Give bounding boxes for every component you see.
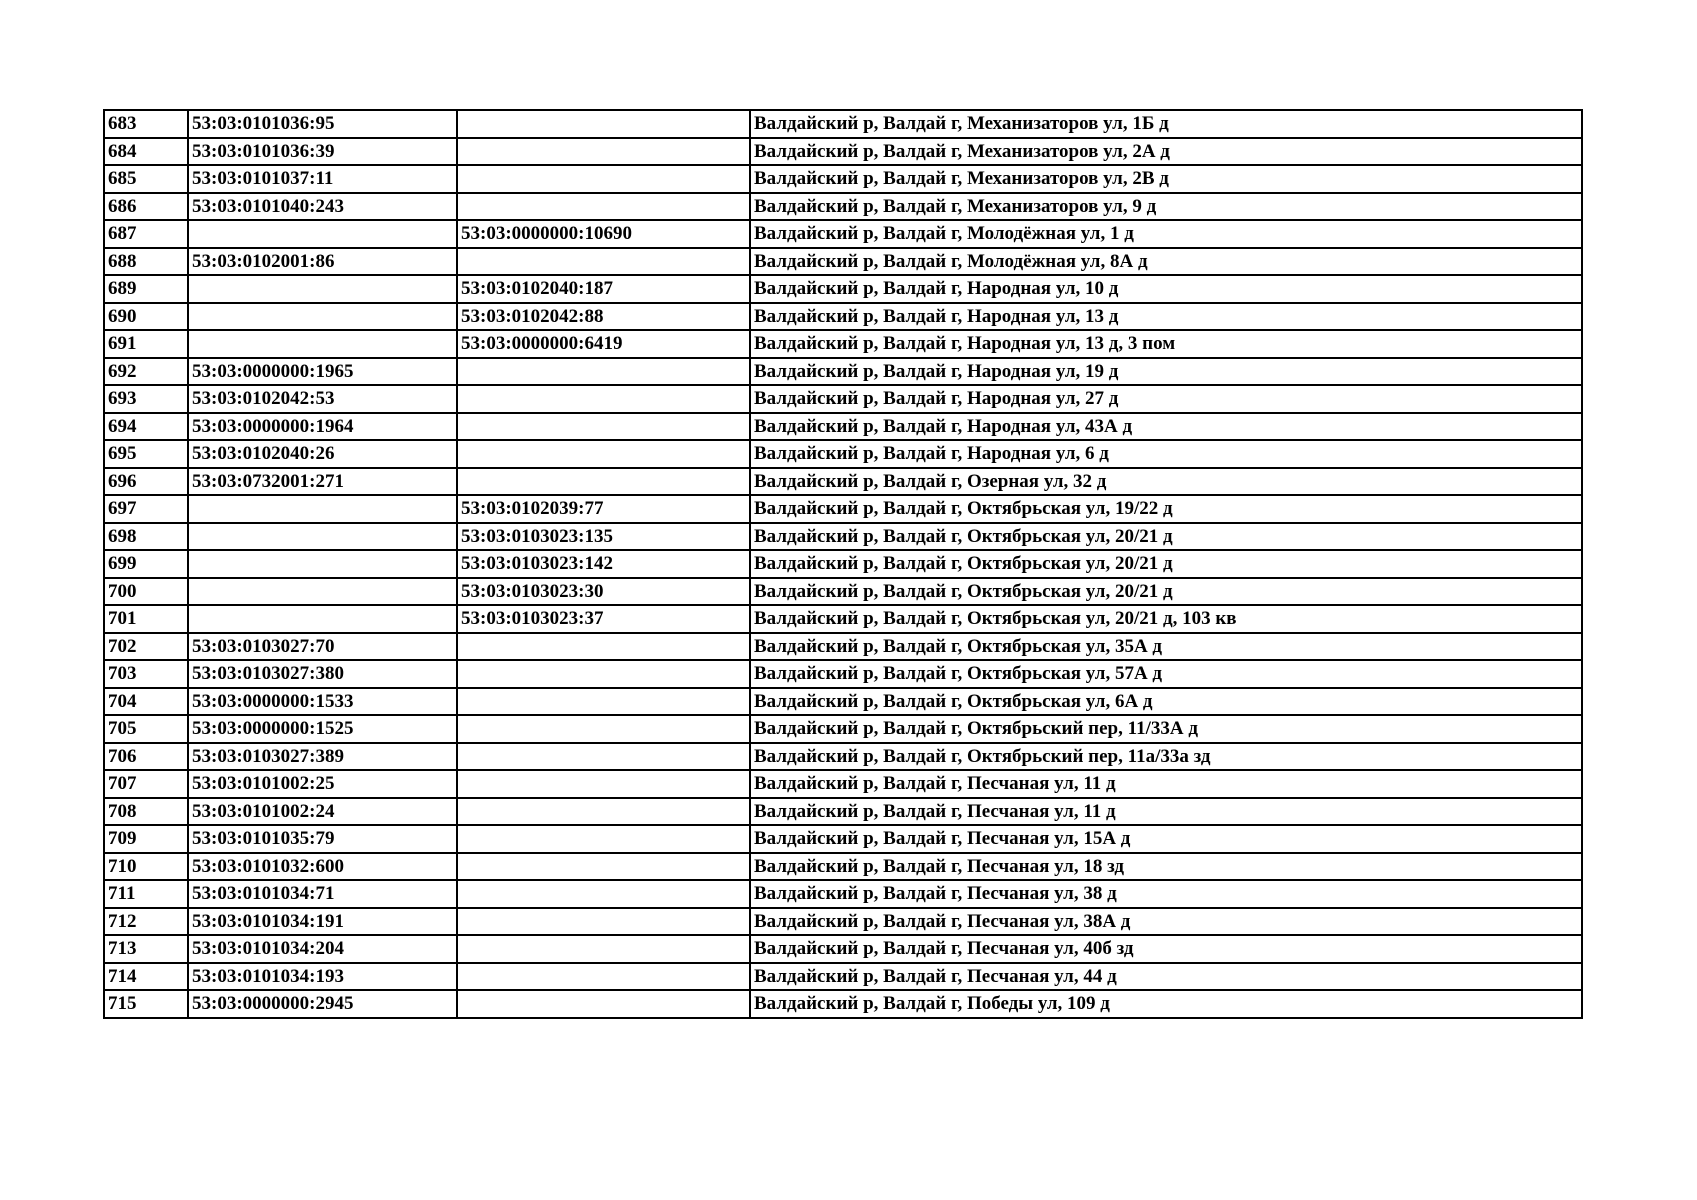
address-cell: Валдайский р, Валдай г, Октябрьский пер, 11/33А д <box>750 715 1582 743</box>
row-number-cell: 683 <box>104 110 188 138</box>
table-row <box>104 990 1582 1018</box>
table-row <box>104 110 1582 138</box>
cadastral-number-cell: 53:03:0103027:380 <box>188 660 457 688</box>
address-cell: Валдайский р, Валдай г, Озерная ул, 32 д <box>750 468 1582 496</box>
row-number-cell: 701 <box>104 605 188 633</box>
building-cadastral-number-cell: 53:03:0102042:88 <box>457 303 750 331</box>
building-cadastral-number-cell <box>457 138 750 166</box>
cadastral-number-cell: 53:03:0102040:26 <box>188 440 457 468</box>
table-row <box>104 743 1582 771</box>
row-number-cell: 690 <box>104 303 188 331</box>
cadastral-number-cell: 53:03:0000000:1964 <box>188 413 457 441</box>
table-row <box>104 770 1582 798</box>
address-cell: Валдайский р, Валдай г, Песчаная ул, 38А д <box>750 908 1582 936</box>
table-row <box>104 688 1582 716</box>
address-cell: Валдайский р, Валдай г, Молодёжная ул, 1 д <box>750 220 1582 248</box>
table-row <box>104 605 1582 633</box>
row-number-cell: 705 <box>104 715 188 743</box>
address-cell: Валдайский р, Валдай г, Народная ул, 13 д, 3 пом <box>750 330 1582 358</box>
address-cell: Валдайский р, Валдай г, Октябрьская ул, 20/21 д <box>750 550 1582 578</box>
table-row <box>104 440 1582 468</box>
cadastral-number-cell <box>188 550 457 578</box>
row-number-cell: 695 <box>104 440 188 468</box>
table-row <box>104 330 1582 358</box>
table-row <box>104 853 1582 881</box>
table-row <box>104 633 1582 661</box>
table-row <box>104 468 1582 496</box>
address-cell: Валдайский р, Валдай г, Песчаная ул, 18 зд <box>750 853 1582 881</box>
row-number-cell: 696 <box>104 468 188 496</box>
address-cell: Валдайский р, Валдай г, Октябрьская ул, 19/22 д <box>750 495 1582 523</box>
cadastral-number-cell: 53:03:0103027:389 <box>188 743 457 771</box>
address-cell: Валдайский р, Валдай г, Механизаторов ул, 9 д <box>750 193 1582 221</box>
building-cadastral-number-cell <box>457 633 750 661</box>
row-number-cell: 710 <box>104 853 188 881</box>
row-number-cell: 688 <box>104 248 188 276</box>
row-number-cell: 694 <box>104 413 188 441</box>
table-row <box>104 220 1582 248</box>
address-cell: Валдайский р, Валдай г, Механизаторов ул, 1Б д <box>750 110 1582 138</box>
building-cadastral-number-cell: 53:03:0103023:135 <box>457 523 750 551</box>
building-cadastral-number-cell: 53:03:0103023:30 <box>457 578 750 606</box>
table-row <box>104 715 1582 743</box>
address-cell: Валдайский р, Валдай г, Народная ул, 13 д <box>750 303 1582 331</box>
row-number-cell: 704 <box>104 688 188 716</box>
building-cadastral-number-cell <box>457 853 750 881</box>
building-cadastral-number-cell <box>457 358 750 386</box>
row-number-cell: 715 <box>104 990 188 1018</box>
row-number-cell: 689 <box>104 275 188 303</box>
cadastral-number-cell: 53:03:0101037:11 <box>188 165 457 193</box>
address-cell: Валдайский р, Валдай г, Октябрьская ул, 20/21 д <box>750 578 1582 606</box>
row-number-cell: 698 <box>104 523 188 551</box>
cadastral-number-cell: 53:03:0101034:193 <box>188 963 457 991</box>
table-row <box>104 935 1582 963</box>
row-number-cell: 703 <box>104 660 188 688</box>
row-number-cell: 702 <box>104 633 188 661</box>
row-number-cell: 697 <box>104 495 188 523</box>
cadastral-number-cell: 53:03:0101036:39 <box>188 138 457 166</box>
cadastral-number-cell: 53:03:0101035:79 <box>188 825 457 853</box>
building-cadastral-number-cell <box>457 715 750 743</box>
address-cell: Валдайский р, Валдай г, Песчаная ул, 11 д <box>750 798 1582 826</box>
cadastral-number-cell: 53:03:0101034:191 <box>188 908 457 936</box>
address-cell: Валдайский р, Валдай г, Народная ул, 19 д <box>750 358 1582 386</box>
table-row <box>104 165 1582 193</box>
cadastral-number-cell <box>188 330 457 358</box>
building-cadastral-number-cell <box>457 798 750 826</box>
row-number-cell: 687 <box>104 220 188 248</box>
row-number-cell: 707 <box>104 770 188 798</box>
table-row <box>104 825 1582 853</box>
building-cadastral-number-cell <box>457 110 750 138</box>
row-number-cell: 693 <box>104 385 188 413</box>
address-cell: Валдайский р, Валдай г, Октябрьская ул, 20/21 д <box>750 523 1582 551</box>
table-row <box>104 193 1582 221</box>
address-cell: Валдайский р, Валдай г, Народная ул, 6 д <box>750 440 1582 468</box>
table-row <box>104 908 1582 936</box>
address-cell: Валдайский р, Валдай г, Молодёжная ул, 8А д <box>750 248 1582 276</box>
table-row <box>104 495 1582 523</box>
address-cell: Валдайский р, Валдай г, Октябрьский пер, 11а/33а зд <box>750 743 1582 771</box>
address-cell: Валдайский р, Валдай г, Песчаная ул, 44 д <box>750 963 1582 991</box>
building-cadastral-number-cell <box>457 660 750 688</box>
address-cell: Валдайский р, Валдай г, Октябрьская ул, 35А д <box>750 633 1582 661</box>
document-table-container <box>103 109 1581 1019</box>
cadastral-number-cell <box>188 220 457 248</box>
table-row <box>104 798 1582 826</box>
table-row <box>104 963 1582 991</box>
table-row <box>104 358 1582 386</box>
cadastral-number-cell: 53:03:0000000:1533 <box>188 688 457 716</box>
building-cadastral-number-cell <box>457 248 750 276</box>
table-row <box>104 138 1582 166</box>
address-cell: Валдайский р, Валдай г, Народная ул, 27 д <box>750 385 1582 413</box>
building-cadastral-number-cell: 53:03:0000000:6419 <box>457 330 750 358</box>
cadastral-number-cell: 53:03:0101032:600 <box>188 853 457 881</box>
cadastral-number-cell: 53:03:0101002:25 <box>188 770 457 798</box>
building-cadastral-number-cell: 53:03:0102040:187 <box>457 275 750 303</box>
cadastral-number-cell: 53:03:0102001:86 <box>188 248 457 276</box>
row-number-cell: 684 <box>104 138 188 166</box>
cadastral-number-cell <box>188 523 457 551</box>
row-number-cell: 706 <box>104 743 188 771</box>
row-number-cell: 691 <box>104 330 188 358</box>
building-cadastral-number-cell: 53:03:0103023:37 <box>457 605 750 633</box>
building-cadastral-number-cell <box>457 825 750 853</box>
cadastral-number-cell: 53:03:0000000:1965 <box>188 358 457 386</box>
building-cadastral-number-cell <box>457 935 750 963</box>
row-number-cell: 709 <box>104 825 188 853</box>
table-row <box>104 413 1582 441</box>
address-cell: Валдайский р, Валдай г, Песчаная ул, 40б зд <box>750 935 1582 963</box>
address-cell: Валдайский р, Валдай г, Победы ул, 109 д <box>750 990 1582 1018</box>
address-cell: Валдайский р, Валдай г, Октябрьская ул, 20/21 д, 103 кв <box>750 605 1582 633</box>
row-number-cell: 686 <box>104 193 188 221</box>
table-row <box>104 578 1582 606</box>
building-cadastral-number-cell <box>457 165 750 193</box>
building-cadastral-number-cell <box>457 770 750 798</box>
row-number-cell: 685 <box>104 165 188 193</box>
building-cadastral-number-cell: 53:03:0102039:77 <box>457 495 750 523</box>
cadastral-number-cell: 53:03:0103027:70 <box>188 633 457 661</box>
building-cadastral-number-cell <box>457 963 750 991</box>
building-cadastral-number-cell <box>457 468 750 496</box>
table-row <box>104 385 1582 413</box>
table-row <box>104 523 1582 551</box>
table-row <box>104 550 1582 578</box>
row-number-cell: 712 <box>104 908 188 936</box>
cadastral-number-cell: 53:03:0101036:95 <box>188 110 457 138</box>
row-number-cell: 700 <box>104 578 188 606</box>
address-cell: Валдайский р, Валдай г, Октябрьская ул, 6А д <box>750 688 1582 716</box>
table-row <box>104 660 1582 688</box>
cadastral-number-cell <box>188 578 457 606</box>
cadastral-number-cell <box>188 495 457 523</box>
cadastral-number-cell: 53:03:0101002:24 <box>188 798 457 826</box>
address-cell: Валдайский р, Валдай г, Песчаная ул, 38 д <box>750 880 1582 908</box>
row-number-cell: 699 <box>104 550 188 578</box>
row-number-cell: 714 <box>104 963 188 991</box>
building-cadastral-number-cell <box>457 990 750 1018</box>
address-cell: Валдайский р, Валдай г, Октябрьская ул, 57А д <box>750 660 1582 688</box>
table-row <box>104 248 1582 276</box>
address-cell: Валдайский р, Валдай г, Песчаная ул, 15А д <box>750 825 1582 853</box>
building-cadastral-number-cell <box>457 193 750 221</box>
building-cadastral-number-cell <box>457 880 750 908</box>
cadastral-number-cell: 53:03:0732001:271 <box>188 468 457 496</box>
row-number-cell: 713 <box>104 935 188 963</box>
building-cadastral-number-cell <box>457 413 750 441</box>
cadastral-number-cell: 53:03:0101034:71 <box>188 880 457 908</box>
building-cadastral-number-cell <box>457 385 750 413</box>
row-number-cell: 708 <box>104 798 188 826</box>
cadastral-number-cell: 53:03:0000000:2945 <box>188 990 457 1018</box>
building-cadastral-number-cell <box>457 440 750 468</box>
building-cadastral-number-cell <box>457 908 750 936</box>
table-row <box>104 880 1582 908</box>
address-cell: Валдайский р, Валдай г, Механизаторов ул, 2А д <box>750 138 1582 166</box>
table-row <box>104 275 1582 303</box>
cadastral-number-cell: 53:03:0101034:204 <box>188 935 457 963</box>
address-cell: Валдайский р, Валдай г, Народная ул, 43А д <box>750 413 1582 441</box>
cadastral-number-cell <box>188 605 457 633</box>
address-cell: Валдайский р, Валдай г, Песчаная ул, 11 д <box>750 770 1582 798</box>
building-cadastral-number-cell: 53:03:0103023:142 <box>457 550 750 578</box>
table-row <box>104 303 1582 331</box>
table-body <box>104 110 1582 1018</box>
cadastral-number-cell <box>188 303 457 331</box>
building-cadastral-number-cell: 53:03:0000000:10690 <box>457 220 750 248</box>
building-cadastral-number-cell <box>457 743 750 771</box>
cadastral-number-cell <box>188 275 457 303</box>
cadastral-number-cell: 53:03:0000000:1525 <box>188 715 457 743</box>
cadastral-number-cell: 53:03:0102042:53 <box>188 385 457 413</box>
row-number-cell: 692 <box>104 358 188 386</box>
address-cell: Валдайский р, Валдай г, Механизаторов ул, 2В д <box>750 165 1582 193</box>
address-cell: Валдайский р, Валдай г, Народная ул, 10 д <box>750 275 1582 303</box>
property-table <box>103 109 1583 1019</box>
row-number-cell: 711 <box>104 880 188 908</box>
cadastral-number-cell: 53:03:0101040:243 <box>188 193 457 221</box>
building-cadastral-number-cell <box>457 688 750 716</box>
